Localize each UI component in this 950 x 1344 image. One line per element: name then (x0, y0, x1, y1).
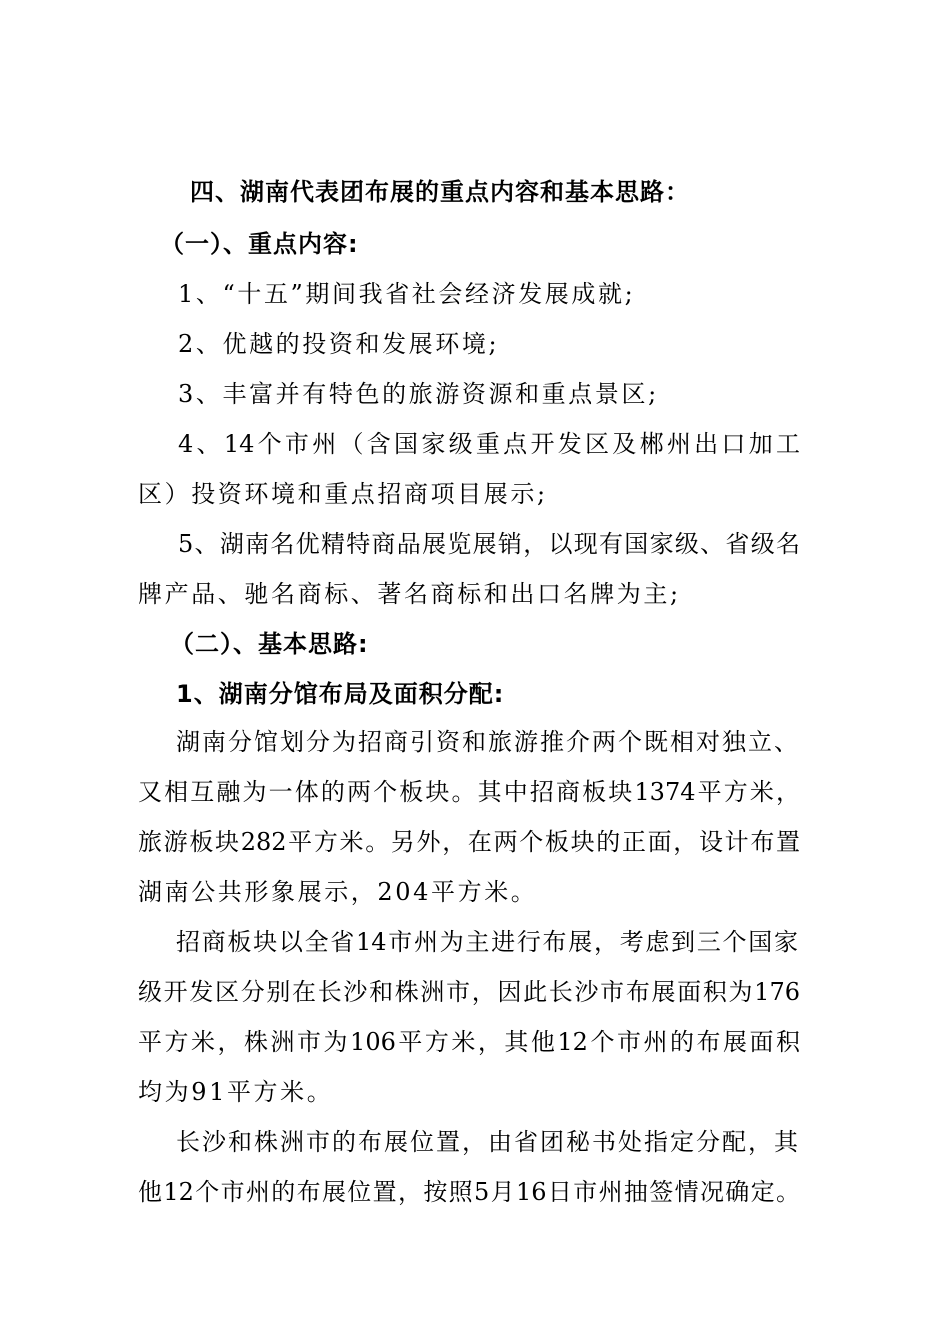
main-heading: 四、湖南代表团布展的重点内容和基本思路： (190, 178, 690, 206)
paragraph-3-line-1: 长沙和株洲市的布展位置，由省团秘书处指定分配，其 (176, 1128, 798, 1156)
item-5-line-1: 5、湖南名优精特商品展览展销，以现有国家级、省级名 (178, 530, 800, 558)
paragraph-1-line-2: 又相互融为一体的两个板块。其中招商板块1374平方米， (138, 778, 800, 806)
item-5-line-2: 牌产品、驰名商标、著名商标和出口名牌为主; (138, 580, 681, 608)
paragraph-1-line-1: 湖南分馆划分为招商引资和旅游推介两个既相对独立、 (176, 728, 798, 756)
paragraph-1-line-4: 湖南公共形象展示，204平方米。 (138, 878, 538, 906)
section-2-subtitle: 1、湖南分馆布局及面积分配: (176, 680, 505, 708)
item-2: 2、优越的投资和发展环境; (178, 330, 500, 358)
item-3: 3、丰富并有特色的旅游资源和重点景区; (178, 380, 659, 408)
section-1-title: （一）、重点内容: (160, 230, 359, 258)
paragraph-1-line-3: 旅游板块282平方米。另外，在两个板块的正面，设计布置 (138, 828, 800, 856)
paragraph-2-line-4: 均为91平方米。 (138, 1078, 334, 1106)
item-4-line-1: 4、14个市州（含国家级重点开发区及郴州出口加工 (178, 430, 800, 458)
section-2-title: （二）、基本思路: (170, 630, 369, 658)
paragraph-2-line-1: 招商板块以全省14市州为主进行布展，考虑到三个国家 (176, 928, 798, 956)
paragraph-2-line-3: 平方米，株洲市为106平方米，其他12个市州的布展面积 (138, 1028, 800, 1056)
item-4-line-2: 区）投资环境和重点招商项目展示; (138, 480, 548, 508)
item-1: 1、“十五”期间我省社会经济发展成就; (178, 280, 636, 308)
paragraph-3-line-2: 他12个市州的布展位置，按照5月16日市州抽签情况确定。 (138, 1178, 800, 1206)
paragraph-2-line-2: 级开发区分别在长沙和株洲市，因此长沙市布展面积为176 (138, 978, 800, 1006)
